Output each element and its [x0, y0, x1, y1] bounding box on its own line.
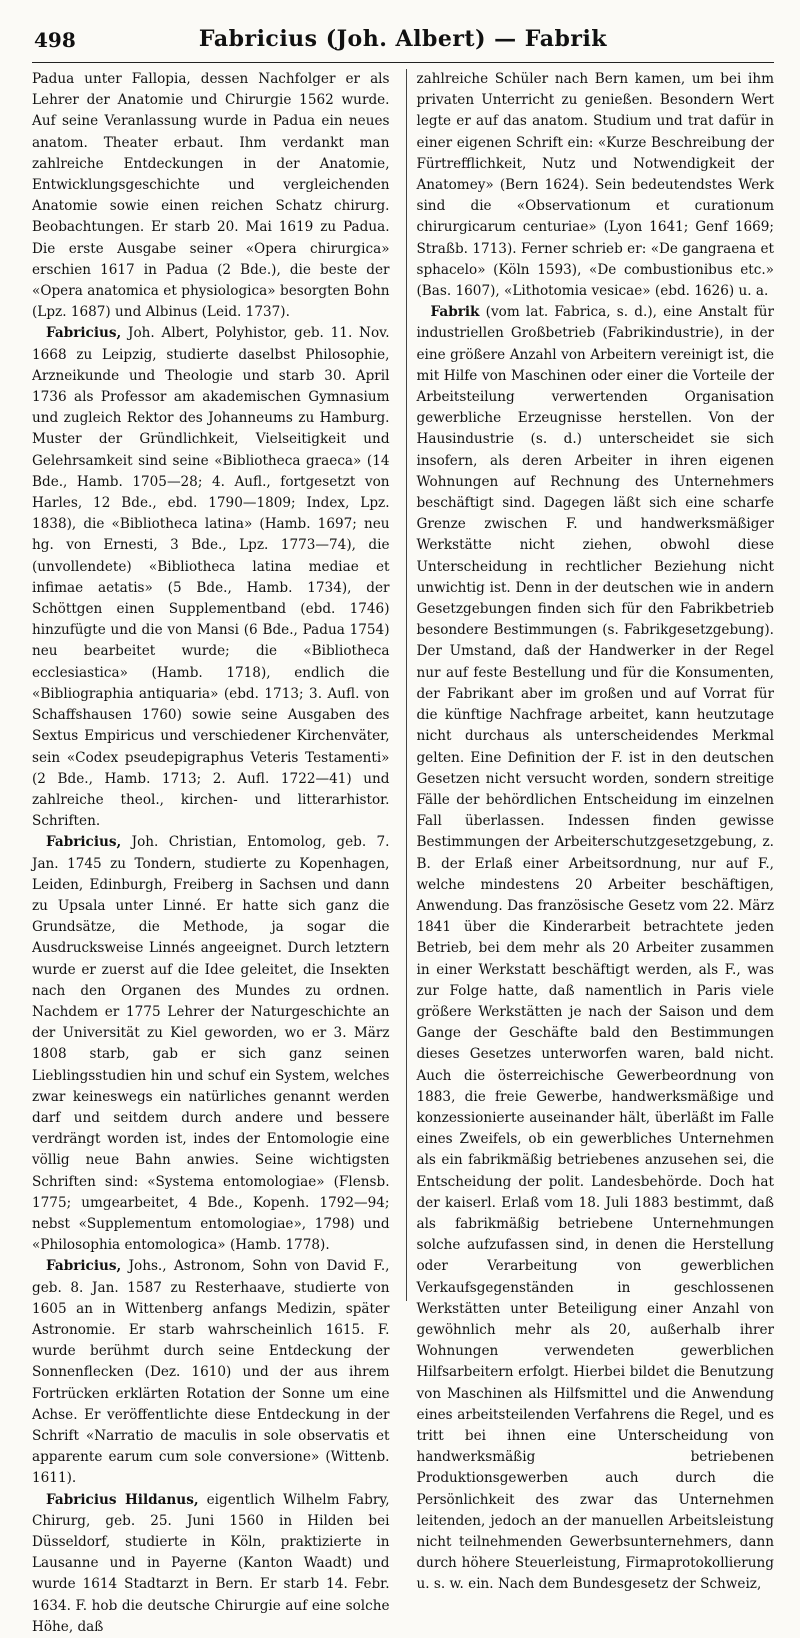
page-number: 498 — [34, 28, 76, 52]
entry-text: (vom lat. Fabrica, s. d.), eine Anstalt für industriellen Großbetrieb (Fabrikindustrie), in der eine größere Anzahl von Arbeitern vereinigt ist, die mit Hilfe von Maschinen oder einer die Vorteile der Arbeitsteilung verwertenden Organisation gewerbliche Erzeugnisse herstellen. Von der Hausindustrie (s. d.) unterscheidet sie sich insofern, als deren Arbeiter in ihren eigenen Wohnungen auf Rechnung des Unternehmers beschäftigt sind. Dagegen läßt sich eine scharfe Grenze zwischen F. und handwerksmäßiger Werkstätte nicht ziehen, obwohl diese Unterscheidung in rechtlicher Beziehung nicht unwichtig ist. Denn in der deutschen wie in andern Gesetzgebungen finden sich für den Fabrikbetrieb besondere Bestimmungen (s. Fabrikgesetzgebung). Der Umstand, daß der Handwerker in der Regel nur auf feste Bestellung und für die Konsumenten, der Fabrikant aber im großen und auf Vorrat für die künftige Nachfrage arbeitet, kann heutzutage nicht durchaus als unterscheidendes Merkmal gelten. Eine Definition der F. ist in den deutschen Gesetzen nicht versucht worden, sondern streitige Fälle der behördlichen Entscheidung im einzelnen Fall überlassen. Indessen finden gewisse Bestimmungen der Arbeiterschutzgesetzgebung, z. B. der Erlaß einer Arbeitsordnung, nur auf F., welche mindestens 20 Arbeiter beschäftigen, Anwendung. Das französische Gesetz vom 22. März 1841 über die Kinderarbeit betrachtete jeden Betrieb, bei dem mehr als 20 Arbeiter zusammen in einer Werkstatt beschäftigt werden, als F., was zur Folge hatte, daß namentlich in Paris viele größere Werkstätten je nach der Saison und dem Gange der Geschäfte bald den Bestimmungen dieses Gesetzes unterworfen waren, bald nicht. Auch die österreichische Gewerbeordnung von 1883, die freie Gewerbe, handwerksmäßige und konzessionierte auseinander hält, überläßt im Falle eines Zweifels, ob ein gewerbliches Unternehmen als ein fabrikmäßig betriebenes anzusehen sei, die Entscheidung der polit. Landesbehörde. Doch hat der kaiserl. Erlaß vom 18. Juli 1883 bestimmt, daß als fabrikmäßig betriebene Unternehmungen solche aufzufassen sind, in denen die Herstellung oder Verarbeitung von gewerblichen Verkaufsgegenständen in geschlossenen Werkstätten unter Beteiligung einer Anzahl von gewöhnlich mehr als 20, außerhalb ihrer Wohnungen verwendeten gewerblichen Hilfsarbeitern erfolgt. Hierbei bildet die Benutzung von Maschinen als Hilfsmittel und die Anwendung eines arbeitsteilenden Verfahrens die Regel, und es tritt bei ihnen eine Unterscheidung von handwerksmäßig betriebenen Produktionsgewerben auch durch die Persönlichkeit des zwar das Unternehmen leitenden, jedoch an der manuellen Arbeitsleistung nicht teilnehmenden Gewerbsunternehmers, dann durch höhere Steuerleistung, Firmaprotokollierung u. s. w. ein. Nach dem Bundesgesetz der Schweiz, — [416, 304, 774, 1593]
entry-fabricius-johann-christian — [32, 832, 390, 1256]
entry-headword: Fabricius Hildanus, — [46, 1491, 199, 1508]
text-columns — [32, 69, 774, 1635]
entry-fabrik — [416, 302, 774, 1595]
running-head: Fabricius (Joh. Albert) — Fabrik — [198, 26, 608, 52]
entry-text: Johs., Astronom, Sohn von David F., geb. 8. Jan. 1587 zu Resterhaave, studierte von 1605 an in Wittenberg anfangs Medizin, später Astronomie. Er starb wahrscheinlich 1615. F. wurde berühmt durch seine Entdeckung der Sonnenflecken (Dez. 1610) und der aus ihrem Fortrücken erklärten Rotation der Sonne um eine Achse. Er veröffentlichte diese Entdeckung in der Schrift «Narratio de maculis in sole observatis et apparente earum cum sole conversione» (Wittenb. 1611). — [32, 1258, 390, 1487]
entry-fabricius-hildanus — [32, 1490, 390, 1638]
entry-text: Joh. Albert, Polyhistor, geb. 11. Nov. 1668 zu Leipzig, studierte daselbst Philosophie, Arzneikunde und Theologie und starb 30. April 1736 als Professor am akademischen Gymnasium und zugleich Rektor des Johanneums zu Hamburg. Muster der Gründlichkeit, Vielseitigkeit und Gelehrsamkeit sind seine «Bibliotheca graeca» (14 Bde., Hamb. 1705—28; 4. Aufl., fortgesetzt von Harles, 12 Bde., ebd. 1790—1809; Index, Lpz. 1838), die «Bibliotheca latina» (Hamb. 1697; neu hg. von Ernesti, 3 Bde., Lpz. 1773—74), die (unvollendete) «Bibliotheca latina mediae et infimae aetatis» (5 Bde., Hamb. 1734), der Schöttgen einen Supplementband (ebd. 1746) hinzufügte und die von Mansi (6 Bde., Padua 1754) neu bearbeitet wurde; die «Bibliotheca ecclesiastica» (Hamb. 1718), endlich die «Bibliographia antiquaria» (ebd. 1713; 3. Aufl. von Schaffshausen 1760) sowie seine Ausgaben des Sextus Empiricus und verschiedener Kirchenväter, sein «Codex pseudepigraphus Veteris Testamenti» (2 Bde., Hamb. 1713; 2. Aufl. 1722—41) und zahlreiche theol., kirchen- und litterarhistor. Schriften. — [32, 325, 390, 830]
entry-continuation-right: zahlreiche Schüler nach Bern kamen, um bei ihm privaten Unterricht zu genießen. Besondern Wert legte er auf das anatom. Studium und trat dafür in einer eigenen Schrift ein: «Kurze Beschreibung der Fürtrefflichkeit, Nutz und Notwendigkeit der Anatomey» (Bern 1624). Sein bedeutendstes Werk sind die «Observationum et curationum chirurgicarum centuriae» (Lyon 1641; Genf 1669; Straßb. 1713). Ferner schrieb er: «De gangraena et sphacelo» (Köln 1593), «De combustionibus etc.» (Bas. 1607), «Lithotomia vesicae» (ebd. 1626) u. a. — [416, 71, 774, 300]
left-column — [32, 69, 398, 1635]
entry-headword: Fabricius, — [46, 834, 122, 851]
entry-text: eigentlich Wilhelm Fabry, Chirurg, geb. 25. Juni 1560 in Hilden bei Düsseldorf, studierte in Köln, praktizierte in Lausanne und in Payerne (Kanton Waadt) und wurde 1614 Stadtarzt in Bern. Er starb 14. Febr. 1634. F. hob die deutsche Chirurgie auf eine solche Höhe, daß — [32, 1491, 390, 1635]
entry-fabricius-johann-albert — [32, 323, 390, 832]
entry-continuation-left: Padua unter Fallopia, dessen Nachfolger er als Lehrer der Anatomie und Chirurgie 1562 wurde. Auf seine Veranlassung wurde in Padua ein neues anatom. Theater erbaut. Ihm verdankt man zahlreiche Entdeckungen in der Anatomie, Entwicklungsgeschichte und vergleichenden Anatomie sowie einen reichen Schatz chirurg. Beobachtungen. Er starb 20. Mai 1619 zu Padua. Die erste Ausgabe seiner «Opera chirurgica» erschien 1617 in Padua (2 Bde.), die beste der «Opera anatomica et physiologica» besorgten Bohn (Lpz. 1687) und Albinus (Leid. 1737). — [32, 71, 390, 321]
entry-text: Joh. Christian, Entomolog, geb. 7. Jan. 1745 zu Tondern, studierte zu Kopenhagen, Leiden, Edinburgh, Freiberg in Sachsen und dann zu Upsala unter Linné. Er hatte sich ganz die Grundsätze, die Methode, ja sogar die Ausdrucksweise Linnés angeeignet. Durch letztern wurde er zuerst auf die Idee geleitet, die Insekten nach den Organen des Mundes zu ordnen. Nachdem er 1775 Lehrer der Naturgeschichte an der Universität zu Kiel geworden, wo er 3. März 1808 starb, gab er sich ganz seinen Lieblingsstudien hin und schuf ein System, welches zwar keineswegs ein natürliches genannt werden darf und seitdem durch andere und bessere verdrängt worden ist, indes der Entomologie eine völlig neue Bahn anwies. Seine wichtigsten Schriften sind: «Systema entomologiae» (Flensb. 1775; umgearbeitet, 4 Bde., Kopenh. 1792—94; nebst «Supplementum entomologiae», 1798) und «Philosophia entomologica» (Hamb. 1778). — [32, 834, 390, 1254]
entry-fabricius-johannes — [32, 1256, 390, 1489]
entry-headword: Fabricius, — [46, 1258, 122, 1275]
entry-headword: Fabricius, — [46, 325, 122, 342]
right-column — [414, 69, 774, 1593]
column-divider — [406, 69, 407, 1301]
page-header — [32, 22, 774, 63]
entry-headword: Fabrik — [430, 304, 480, 321]
